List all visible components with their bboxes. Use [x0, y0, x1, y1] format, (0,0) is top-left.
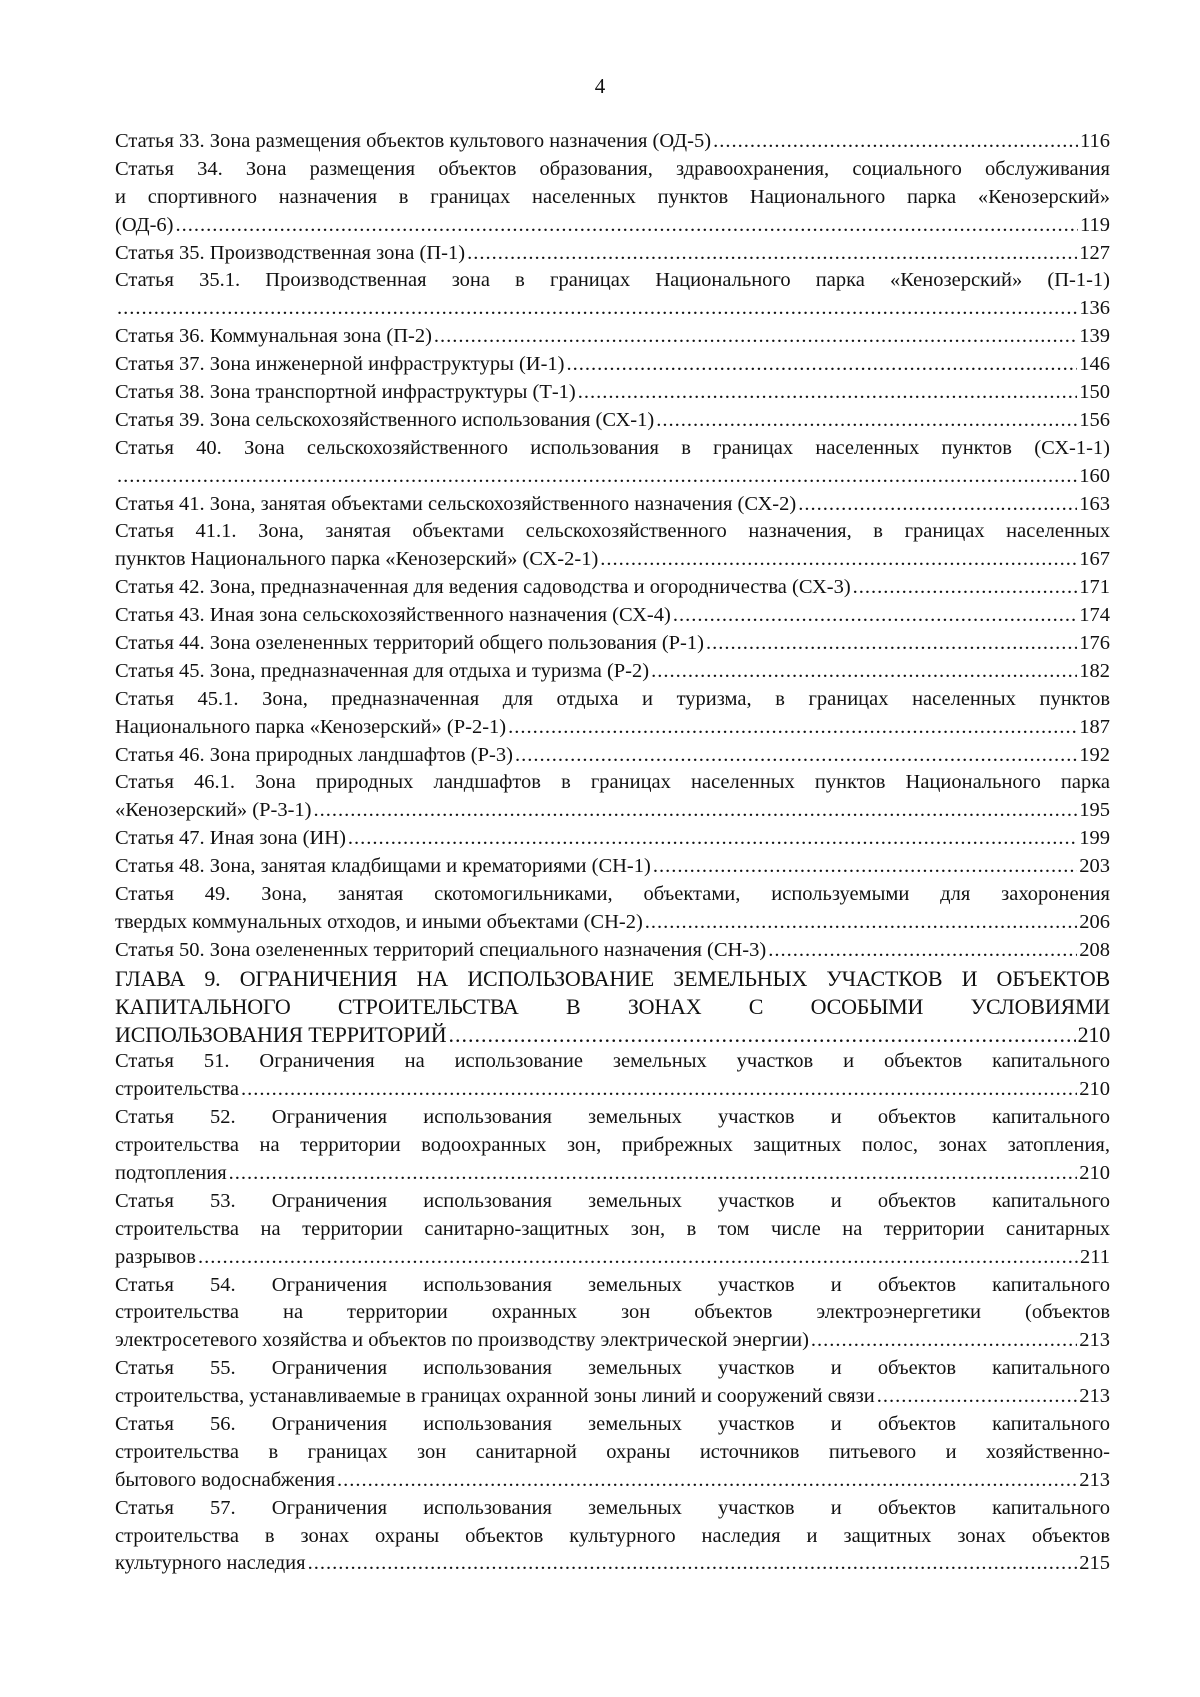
toc-entry[interactable] [115, 128, 1110, 156]
toc-entry-line: Статья 53. Ограничения использования земельных участков и объектов капитального [115, 1189, 1110, 1212]
toc-entry-last-line [115, 1383, 1110, 1411]
toc-entry-line: Статья 35.1. Производственная зона в границах Национального парка «Кенозерский» (П-1-1) [115, 269, 1110, 292]
toc-entry-last-line [115, 463, 1110, 491]
dot-leader [117, 463, 1077, 491]
toc-entry-last-line [115, 714, 1110, 742]
toc-entry[interactable] [115, 658, 1110, 686]
toc-entry-last-line [115, 491, 1110, 519]
toc-entry[interactable] [115, 351, 1110, 379]
dot-leader [348, 825, 1077, 853]
toc-page-number: 192 [1079, 743, 1110, 766]
toc-page-number: 210 [1079, 1078, 1110, 1101]
toc-page-number: 156 [1079, 408, 1110, 431]
dot-leader [448, 1021, 1075, 1049]
toc-entry-line: Статья 54. Ограничения использования земельных участков и объектов капитального [115, 1273, 1110, 1296]
toc-entry-last-line [115, 546, 1110, 574]
dot-leader [645, 909, 1077, 937]
toc-page-number: 213 [1079, 1329, 1110, 1352]
toc-entry-title: Статья 42. Зона, предназначенная для ведения садоводства и огородничества (СХ-3) [115, 576, 851, 599]
toc-page-number: 174 [1079, 604, 1110, 627]
toc-entry-last-line [115, 351, 1110, 379]
toc-entry-line: Статья 52. Ограничения использования земельных участков и объектов капитального [115, 1106, 1110, 1129]
toc-entry-title: Статья 47. Иная зона (ИН) [115, 827, 346, 850]
toc-entry[interactable] [115, 267, 1110, 323]
toc-entry-last-line [115, 128, 1110, 156]
dot-leader [337, 1467, 1077, 1495]
dot-leader [515, 742, 1077, 770]
toc-page-number: 210 [1079, 1161, 1110, 1184]
toc-entry[interactable] [115, 435, 1110, 491]
toc-entry-last-line [115, 212, 1110, 240]
toc-page-number: 146 [1079, 353, 1110, 376]
toc-entry-title: электросетевого хозяйства и объектов по производству электрической энергии) [115, 1329, 809, 1352]
toc-entry[interactable] [115, 1272, 1110, 1356]
toc-entry-title: Статья 36. Коммунальная зона (П-2) [115, 325, 432, 348]
toc-entry-title: Статья 46. Зона природных ландшафтов (Р-3) [115, 743, 513, 766]
dot-leader [567, 351, 1078, 379]
dot-leader [811, 1327, 1077, 1355]
toc-entry-last-line [115, 1550, 1110, 1578]
table-of-contents [115, 128, 1110, 1578]
toc-entry-line: строительства на территории санитарно-защитных зон, в том числе на территории санитарных [115, 1217, 1110, 1240]
dot-leader [853, 574, 1078, 602]
toc-entry-line: КАПИТАЛЬНОГО СТРОИТЕЛЬСТВА В ЗОНАХ С ОСОБЫМИ УСЛОВИЯМИ [115, 993, 1110, 1019]
toc-entry-title: разрывов [115, 1245, 196, 1268]
toc-entry-last-line [115, 1021, 1110, 1049]
toc-entry-last-line [115, 1244, 1110, 1272]
toc-page-number: 150 [1079, 381, 1110, 404]
toc-page-number: 163 [1079, 492, 1110, 515]
dot-leader [656, 407, 1077, 435]
toc-entry-line: Статья 56. Ограничения использования земельных участков и объектов капитального [115, 1412, 1110, 1435]
toc-entry-title: Статья 41. Зона, занятая объектами сельскохозяйственного назначения (СХ-2) [115, 492, 797, 515]
dot-leader [877, 1383, 1078, 1411]
toc-entry-title: (ОД-6) [115, 213, 174, 236]
toc-entry-title: бытового водоснабжения [115, 1468, 336, 1491]
toc-page-number: 195 [1079, 799, 1110, 822]
toc-entry-title: Статья 35. Производственная зона (П-1) [115, 241, 466, 264]
toc-entry[interactable] [115, 1188, 1110, 1272]
toc-entry-last-line [115, 295, 1110, 323]
toc-entry-title: ИСПОЛЬЗОВАНИЯ ТЕРРИТОРИЙ [115, 1021, 447, 1047]
toc-entry-line: Статья 51. Ограничения на использование земельных участков и объектов капитального [115, 1050, 1110, 1073]
toc-entry-title: пунктов Национального парка «Кенозерский» (СХ-2-1) [115, 548, 599, 571]
toc-entry-title: Статья 43. Иная зона сельскохозяйственного назначения (СХ-4) [115, 604, 671, 627]
toc-entry-line: Статья 41.1. Зона, занятая объектами сельскохозяйственного назначения, в границах населенных [115, 520, 1110, 543]
toc-page-number: 210 [1077, 1021, 1110, 1047]
toc-entry[interactable] [115, 240, 1110, 268]
toc-page-number: 176 [1079, 632, 1110, 655]
dot-leader [673, 602, 1077, 630]
dot-leader [434, 323, 1077, 351]
dot-leader [706, 630, 1077, 658]
toc-page-number: 160 [1079, 464, 1110, 487]
toc-entry[interactable] [115, 881, 1110, 937]
toc-entry-line: Статья 49. Зона, занятая скотомогильниками, объектами, используемыми для захоронения [115, 883, 1110, 906]
dot-leader [117, 295, 1077, 323]
toc-entry[interactable] [115, 491, 1110, 519]
dot-leader [713, 128, 1078, 156]
toc-entry-last-line [115, 407, 1110, 435]
toc-entry-line: Статья 34. Зона размещения объектов образования, здравоохранения, социального обслуживания [115, 157, 1110, 180]
dot-leader [241, 1076, 1077, 1104]
toc-entry-last-line [115, 909, 1110, 937]
toc-entry-line: ГЛАВА 9. ОГРАНИЧЕНИЯ НА ИСПОЛЬЗОВАНИЕ ЗЕМЕЛЬНЫХ УЧАСТКОВ И ОБЪЕКТОВ [115, 965, 1110, 991]
toc-entry[interactable] [115, 1048, 1110, 1104]
toc-entry-line: Статья 57. Ограничения использования земельных участков и объектов капитального [115, 1496, 1110, 1519]
toc-entry[interactable] [115, 825, 1110, 853]
toc-entry-last-line [115, 323, 1110, 351]
dot-leader [600, 546, 1077, 574]
toc-entry-last-line [115, 1076, 1110, 1104]
toc-entry-title: Статья 50. Зона озелененных территорий специального назначения (СН-3) [115, 938, 767, 961]
toc-entry[interactable] [115, 1411, 1110, 1495]
toc-entry-title: Статья 37. Зона инженерной инфраструктуры (И-1) [115, 353, 565, 376]
toc-entry-line: строительства в зонах охраны объектов культурного наследия и защитных зонах объектов [115, 1524, 1110, 1547]
toc-entry-title: Статья 33. Зона размещения объектов культового назначения (ОД-5) [115, 130, 712, 152]
toc-page-number: 203 [1079, 855, 1110, 878]
toc-entry-title: строительства, устанавливаемые в границах охранной зоны линий и сооружений связи [115, 1385, 875, 1408]
toc-page-number: 139 [1079, 325, 1110, 348]
toc-entry-line: Статья 46.1. Зона природных ландшафтов в границах населенных пунктов Национального парка [115, 771, 1110, 794]
toc-entry-line: Статья 45.1. Зона, предназначенная для отдыха и туризма, в границах населенных пунктов [115, 687, 1110, 710]
dot-leader [198, 1244, 1078, 1272]
toc-page-number: 167 [1079, 548, 1110, 571]
dot-leader [176, 212, 1079, 240]
toc-page-number: 119 [1080, 213, 1110, 236]
toc-page-number: 171 [1079, 576, 1110, 599]
toc-entry-last-line [115, 937, 1110, 965]
dot-leader [229, 1160, 1078, 1188]
toc-page-number: 127 [1079, 241, 1110, 264]
toc-entry-title: Статья 45. Зона, предназначенная для отдыха и туризма (Р-2) [115, 659, 650, 682]
toc-entry-line: строительства на территории охранных зон объектов электроэнергетики (объектов [115, 1301, 1110, 1324]
dot-leader [467, 240, 1077, 268]
toc-entry[interactable] [115, 686, 1110, 742]
toc-entry-last-line [115, 658, 1110, 686]
toc-entry[interactable] [115, 407, 1110, 435]
toc-page-number: 213 [1079, 1385, 1110, 1408]
toc-entry-line: Статья 40. Зона сельскохозяйственного использования в границах населенных пунктов (СХ-1-1) [115, 436, 1110, 459]
toc-entry-title: культурного наследия [115, 1552, 306, 1575]
page-number: 4 [594, 74, 606, 98]
toc-entry[interactable] [115, 1104, 1110, 1188]
toc-entry-title: «Кенозерский» (Р-3-1) [115, 799, 312, 822]
toc-entry-title: Статья 38. Зона транспортной инфраструктуры (Т-1) [115, 381, 576, 404]
toc-entry-last-line [115, 1327, 1110, 1355]
toc-entry[interactable] [115, 1355, 1110, 1411]
toc-page-number: 215 [1079, 1552, 1110, 1575]
toc-page-number: 136 [1079, 297, 1110, 320]
toc-entry-last-line [115, 1160, 1110, 1188]
toc-entry-line: строительства в границах зон санитарной охраны источников питьевого и хозяйственно- [115, 1440, 1110, 1463]
toc-entry-last-line [115, 797, 1110, 825]
dot-leader [578, 379, 1078, 407]
toc-entry-last-line [115, 825, 1110, 853]
toc-entry[interactable] [115, 630, 1110, 658]
toc-entry-title: твердых коммунальных отходов, и иными объектами (СН-2) [115, 910, 643, 933]
toc-entry[interactable] [115, 518, 1110, 574]
toc-chapter-entry[interactable] [115, 965, 1110, 1049]
toc-entry-title: подтопления [115, 1161, 227, 1184]
toc-entry-last-line [115, 1467, 1110, 1495]
toc-page-number: 116 [1080, 130, 1110, 152]
dot-leader [653, 853, 1077, 881]
toc-entry-last-line [115, 379, 1110, 407]
toc-entry-last-line [115, 602, 1110, 630]
toc-entry[interactable] [115, 574, 1110, 602]
toc-entry[interactable] [115, 853, 1110, 881]
toc-entry-line: строительства на территории водоохранных зон, прибрежных защитных полос, зонах затопления, [115, 1134, 1110, 1157]
toc-entry-title: Статья 39. Зона сельскохозяйственного использования (СХ-1) [115, 408, 655, 431]
toc-page-number: 187 [1079, 715, 1110, 738]
toc-entry[interactable] [115, 1495, 1110, 1579]
toc-entry-last-line [115, 853, 1110, 881]
toc-entry[interactable] [115, 379, 1110, 407]
toc-entry-line: и спортивного назначения в границах населенных пунктов Национального парка «Кенозерский» [115, 185, 1110, 208]
toc-entry-title: строительства [115, 1078, 239, 1101]
toc-entry-last-line [115, 574, 1110, 602]
dot-leader [798, 491, 1077, 519]
toc-entry[interactable] [115, 602, 1110, 630]
toc-entry[interactable] [115, 769, 1110, 825]
toc-page-number: 213 [1079, 1468, 1110, 1491]
toc-entry[interactable] [115, 323, 1110, 351]
dot-leader [508, 714, 1077, 742]
toc-page-number: 206 [1079, 910, 1110, 933]
toc-page-number: 182 [1079, 659, 1110, 682]
dot-leader [308, 1550, 1078, 1578]
toc-entry-last-line [115, 630, 1110, 658]
toc-page-number: 211 [1080, 1245, 1110, 1268]
toc-entry[interactable] [115, 156, 1110, 240]
toc-entry-last-line [115, 240, 1110, 268]
dot-leader [651, 658, 1077, 686]
toc-page-number: 199 [1079, 827, 1110, 850]
dot-leader [768, 937, 1077, 965]
toc-entry-last-line [115, 742, 1110, 770]
toc-entry-title: Статья 48. Зона, занятая кладбищами и крематориями (СН-1) [115, 855, 651, 878]
toc-page-number: 208 [1079, 938, 1110, 961]
dot-leader [314, 797, 1078, 825]
toc-entry-title: Национального парка «Кенозерский» (Р-2-1) [115, 715, 507, 738]
toc-entry[interactable] [115, 937, 1110, 965]
toc-entry[interactable] [115, 742, 1110, 770]
toc-entry-title: Статья 44. Зона озелененных территорий общего пользования (Р-1) [115, 632, 704, 655]
toc-entry-line: Статья 55. Ограничения использования земельных участков и объектов капитального [115, 1357, 1110, 1380]
